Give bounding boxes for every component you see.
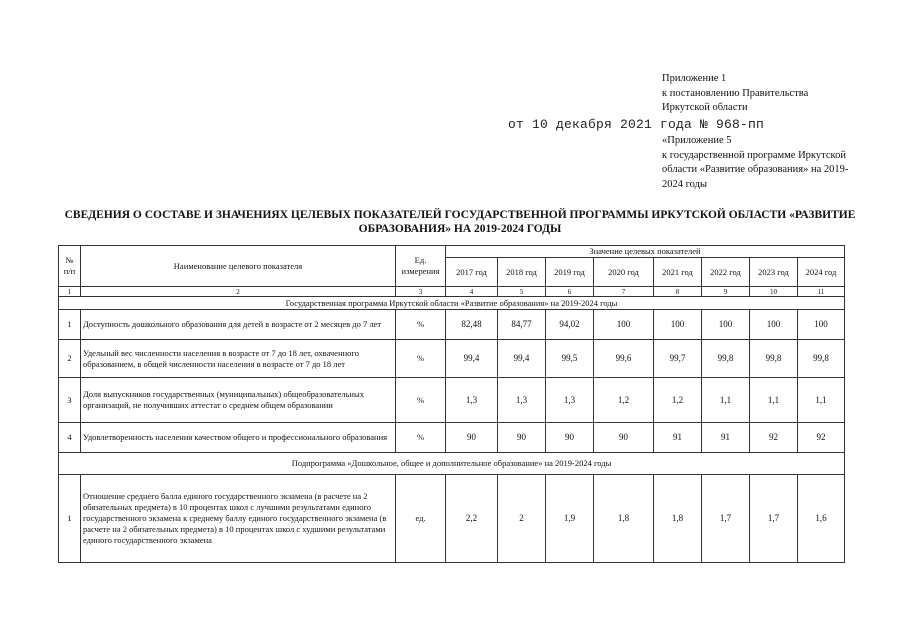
row-num: 4	[59, 423, 81, 453]
section-heading: Государственная программа Иркутской области «Развитие образования» на 2019-2024 годы	[59, 297, 845, 310]
value-cell: 1,1	[798, 378, 845, 423]
indicators-table	[58, 245, 845, 563]
value-cell: 99,8	[798, 340, 845, 378]
value-cell: 99,4	[498, 340, 546, 378]
decree-stamp: от 10 декабря 2021 года № 968-пп	[508, 117, 765, 132]
document-title	[60, 208, 860, 236]
row-name: Удовлетворенность населения качеством общего и профессионального образования	[81, 423, 396, 453]
row-unit: %	[396, 340, 446, 378]
value-cell: 92	[750, 423, 798, 453]
index-cell: 3	[396, 287, 446, 297]
table-row	[59, 310, 845, 340]
header-year: 2020 год	[594, 258, 654, 287]
header-year: 2024 год	[798, 258, 845, 287]
row-name: Доступность дошкольного образования для детей в возрасте от 2 месяцев до 7 лет	[81, 310, 396, 340]
index-cell: 6	[546, 287, 594, 297]
row-name: Удельный вес численности населения в возрасте от 7 до 18 лет, охваченного образованием, в общей численности населения в возрасте от 7 до 18 лет	[81, 340, 396, 378]
appendix2-block	[662, 134, 848, 192]
index-cell: 10	[750, 287, 798, 297]
row-num: 1	[59, 310, 81, 340]
header-num: № п/п	[59, 246, 81, 287]
section-heading: Подпрограмма «Дошкольное, общее и дополнительное образование» на 2019-2024 годы	[59, 453, 845, 475]
value-cell: 1,8	[594, 475, 654, 563]
table-row	[59, 378, 845, 423]
value-cell: 2,2	[446, 475, 498, 563]
appendix2-line: области «Развитие образования» на 2019-	[662, 164, 849, 175]
value-cell: 1,8	[654, 475, 702, 563]
value-cell: 82,48	[446, 310, 498, 340]
header-unit: Ед. измерения	[396, 246, 446, 287]
table-row	[59, 340, 845, 378]
index-cell: 2	[81, 287, 396, 297]
value-cell: 2	[498, 475, 546, 563]
title-line: СВЕДЕНИЯ О СОСТАВЕ И ЗНАЧЕНИЯХ ЦЕЛЕВЫХ ПОКАЗАТЕЛЕЙ ГОСУДАРСТВЕННОЙ ПРОГРАММЫ ИРКУТСКОЙ ОБЛАСТИ «РАЗВИТИЕ	[64, 209, 856, 221]
value-cell: 99,4	[446, 340, 498, 378]
value-cell: 100	[654, 310, 702, 340]
header-year: 2021 год	[654, 258, 702, 287]
header-year: 2019 год	[546, 258, 594, 287]
value-cell: 91	[702, 423, 750, 453]
row-num: 3	[59, 378, 81, 423]
value-cell: 1,3	[546, 378, 594, 423]
value-cell: 1,1	[750, 378, 798, 423]
value-cell: 1,1	[702, 378, 750, 423]
value-cell: 99,5	[546, 340, 594, 378]
row-name: Отношение среднего балла единого государственного экзамена (в расчете на 2 обязательных предмета) в 10 процентах школ с лучшими результатами единого государственного экзамена к среднему баллу единого государственного экзамена (в расчете на 2 обязательных предмета) в 10 процентах школ с худшими результатами единого государственного экзамена	[81, 475, 396, 563]
table-row	[59, 423, 845, 453]
value-cell: 100	[798, 310, 845, 340]
value-cell: 84,77	[498, 310, 546, 340]
index-cell: 11	[798, 287, 845, 297]
value-cell: 1,2	[594, 378, 654, 423]
value-cell: 99,8	[750, 340, 798, 378]
value-cell: 99,6	[594, 340, 654, 378]
index-cell: 8	[654, 287, 702, 297]
index-cell: 9	[702, 287, 750, 297]
row-num: 2	[59, 340, 81, 378]
row-unit: %	[396, 378, 446, 423]
row-unit: %	[396, 423, 446, 453]
row-unit: %	[396, 310, 446, 340]
appendix2-line: к государственной программе Иркутской	[662, 149, 846, 161]
appendix2-line: «Приложение 5	[662, 135, 732, 146]
appendix-line: Иркутской области	[662, 102, 748, 113]
header-year: 2017 год	[446, 258, 498, 287]
value-cell: 1,2	[654, 378, 702, 423]
value-cell: 90	[498, 423, 546, 453]
value-cell: 90	[546, 423, 594, 453]
value-cell: 99,7	[654, 340, 702, 378]
value-cell: 1,7	[702, 475, 750, 563]
appendix-block	[662, 72, 808, 116]
value-cell: 1,9	[546, 475, 594, 563]
header-year: 2023 год	[750, 258, 798, 287]
row-name: Доля выпускников государственных (муниципальных) общеобразовательных организаций, не получивших аттестат о среднем общем образовании	[81, 378, 396, 423]
header-values: Значение целевых показателей	[446, 246, 845, 258]
value-cell: 1,7	[750, 475, 798, 563]
value-cell: 99,8	[702, 340, 750, 378]
header-year: 2018 год	[498, 258, 546, 287]
header-year: 2022 год	[702, 258, 750, 287]
value-cell: 90	[446, 423, 498, 453]
header-name: Наименование целевого показателя	[81, 246, 396, 287]
title-line: ОБРАЗОВАНИЯ» НА 2019-2024 ГОДЫ	[358, 223, 562, 235]
value-cell: 91	[654, 423, 702, 453]
index-cell: 7	[594, 287, 654, 297]
row-unit: ед.	[396, 475, 446, 563]
value-cell: 100	[594, 310, 654, 340]
value-cell: 90	[594, 423, 654, 453]
value-cell: 100	[702, 310, 750, 340]
index-cell: 4	[446, 287, 498, 297]
value-cell: 100	[750, 310, 798, 340]
appendix2-line: 2024 годы	[662, 178, 708, 190]
value-cell: 1,3	[498, 378, 546, 423]
appendix-line: к постановлению Правительства	[662, 87, 809, 99]
value-cell: 92	[798, 423, 845, 453]
index-cell: 5	[498, 287, 546, 297]
index-cell: 1	[59, 287, 81, 297]
appendix-line: Приложение 1	[662, 73, 727, 84]
value-cell: 1,3	[446, 378, 498, 423]
value-cell: 1,6	[798, 475, 845, 563]
value-cell: 94,02	[546, 310, 594, 340]
row-num: 1	[59, 475, 81, 563]
table-row	[59, 475, 845, 563]
